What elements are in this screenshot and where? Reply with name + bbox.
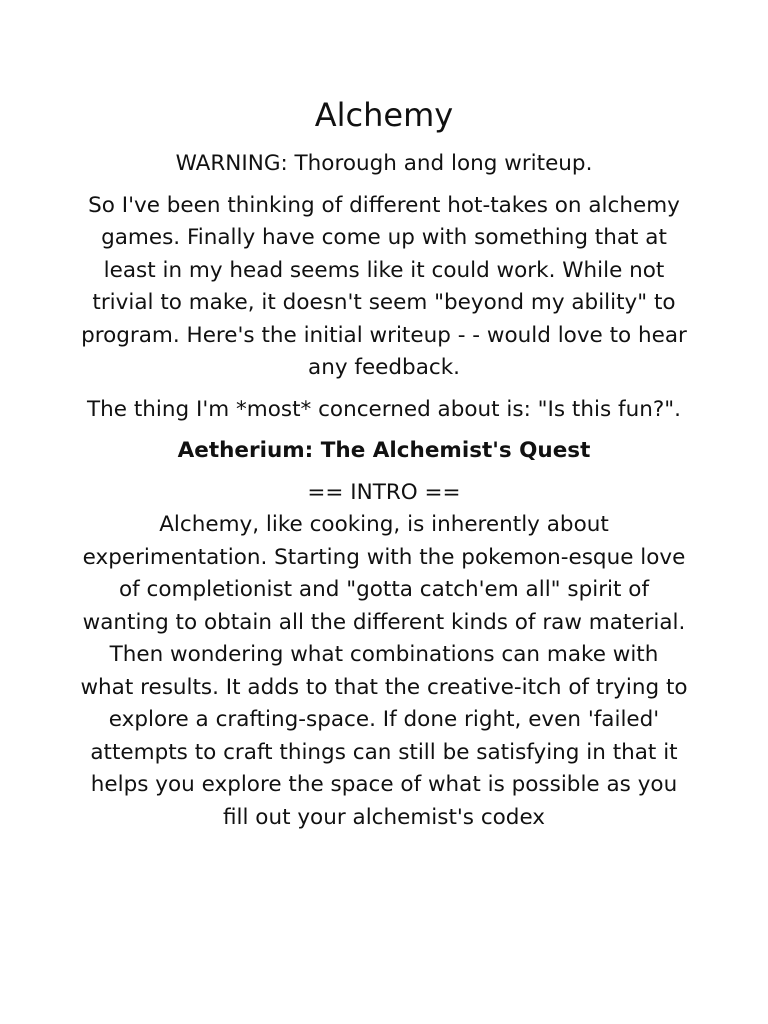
document-title: Alchemy	[314, 96, 454, 134]
intro-section-text: Alchemy, like cooking, is inherently about experimentation. Starting with the pokemon-esque love of completionist and "gotta catch'em all" spirit of wanting to obtain all the different kinds of raw material. Then wondering what combinations can make with what results. It adds to that the creative-itch of trying to explore a crafting-space. If done right, even 'failed' attempts to craft things can still be satisfying in that it helps you explore the space of what is possible as you fill out your alchemist's codex	[80, 512, 688, 830]
intro-section-heading: == INTRO ==	[307, 479, 461, 505]
warning-line: WARNING: Thorough and long writeup.	[175, 151, 593, 176]
concern-paragraph: The thing I'm *most* concerned about is: "Is this fun?".	[87, 396, 681, 422]
game-title-heading: Aetherium: The Alchemist's Quest	[177, 438, 591, 463]
intro-section	[80, 477, 688, 835]
intro-paragraph: So I've been thinking of different hot-takes on alchemy games. Finally have come up with something that at least in my head seems like it could work. While not trivial to make, it doesn't seem "beyond my ability" to program. Here's the initial writeup - - would love to hear any feedback.	[81, 192, 687, 380]
